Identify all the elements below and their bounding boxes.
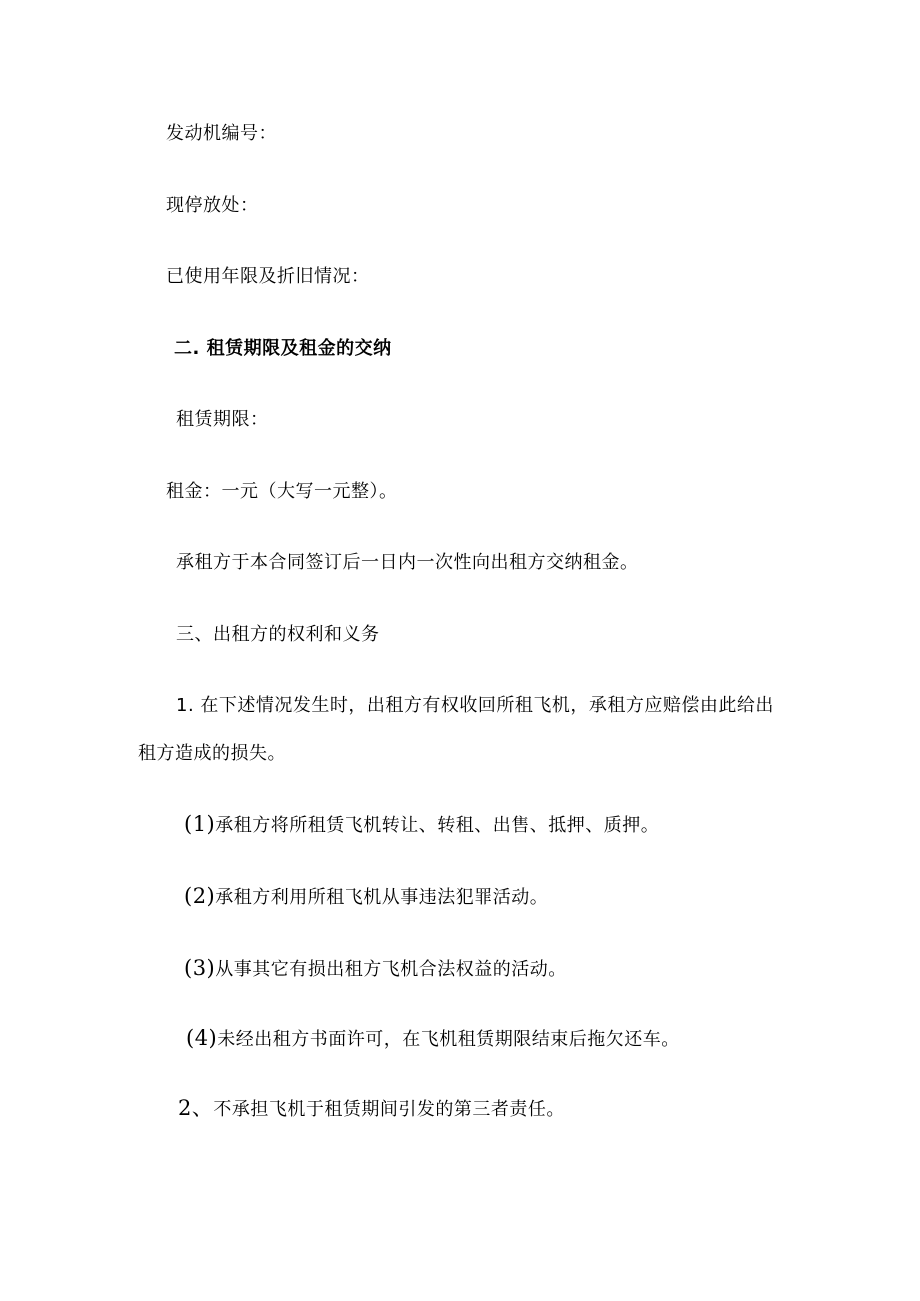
- usage-depreciation-label: 已使用年限及折旧情况：: [166, 266, 370, 287]
- list-item-text: 承租方利用所租飞机从事违法犯罪活动。: [215, 887, 549, 908]
- list-item-number: (4): [186, 1026, 218, 1050]
- list-item-number: (2): [184, 884, 216, 908]
- list-item-text: 承租方将所租赁飞机转让、转租、出售、抵押、质押。: [215, 815, 660, 836]
- payment-clause: 承租方于本合同签订后一日内一次性向出租方交纳租金。: [176, 552, 639, 573]
- lease-term-label: 租赁期限：: [176, 409, 269, 430]
- section3-heading: 三、出租方的权利和义务: [176, 624, 380, 645]
- clause2-number: 2、: [178, 1096, 214, 1120]
- list-item-text: 从事其它有损出租方飞机合法权益的活动。: [215, 959, 567, 980]
- clause2-text: 不承担飞机于租赁期间引发的第三者责任。: [213, 1099, 565, 1120]
- rent-clause: 租金：一元（大写一元整）。: [166, 481, 398, 502]
- clause2: [178, 1096, 565, 1122]
- list-item: [184, 884, 548, 910]
- list-item-number: (3): [184, 956, 216, 980]
- list-item-text: 未经出租方书面许可，在飞机租赁期限结束后拖欠还车。: [217, 1029, 680, 1050]
- list-item-number: (1): [184, 812, 216, 836]
- current-location-label: 现停放处：: [166, 195, 259, 216]
- list-item: [184, 956, 567, 982]
- list-item: [186, 1026, 680, 1052]
- clause1-line2: 租方造成的损失。: [138, 743, 286, 764]
- section2-heading: 二. 租赁期限及租金的交纳: [174, 338, 392, 359]
- engine-number-label: 发动机编号：: [166, 123, 277, 144]
- list-item: [184, 812, 659, 838]
- clause1-line1: 1. 在下述情况发生时，出租方有权收回所租飞机，承租方应赔偿由此给出: [176, 695, 774, 716]
